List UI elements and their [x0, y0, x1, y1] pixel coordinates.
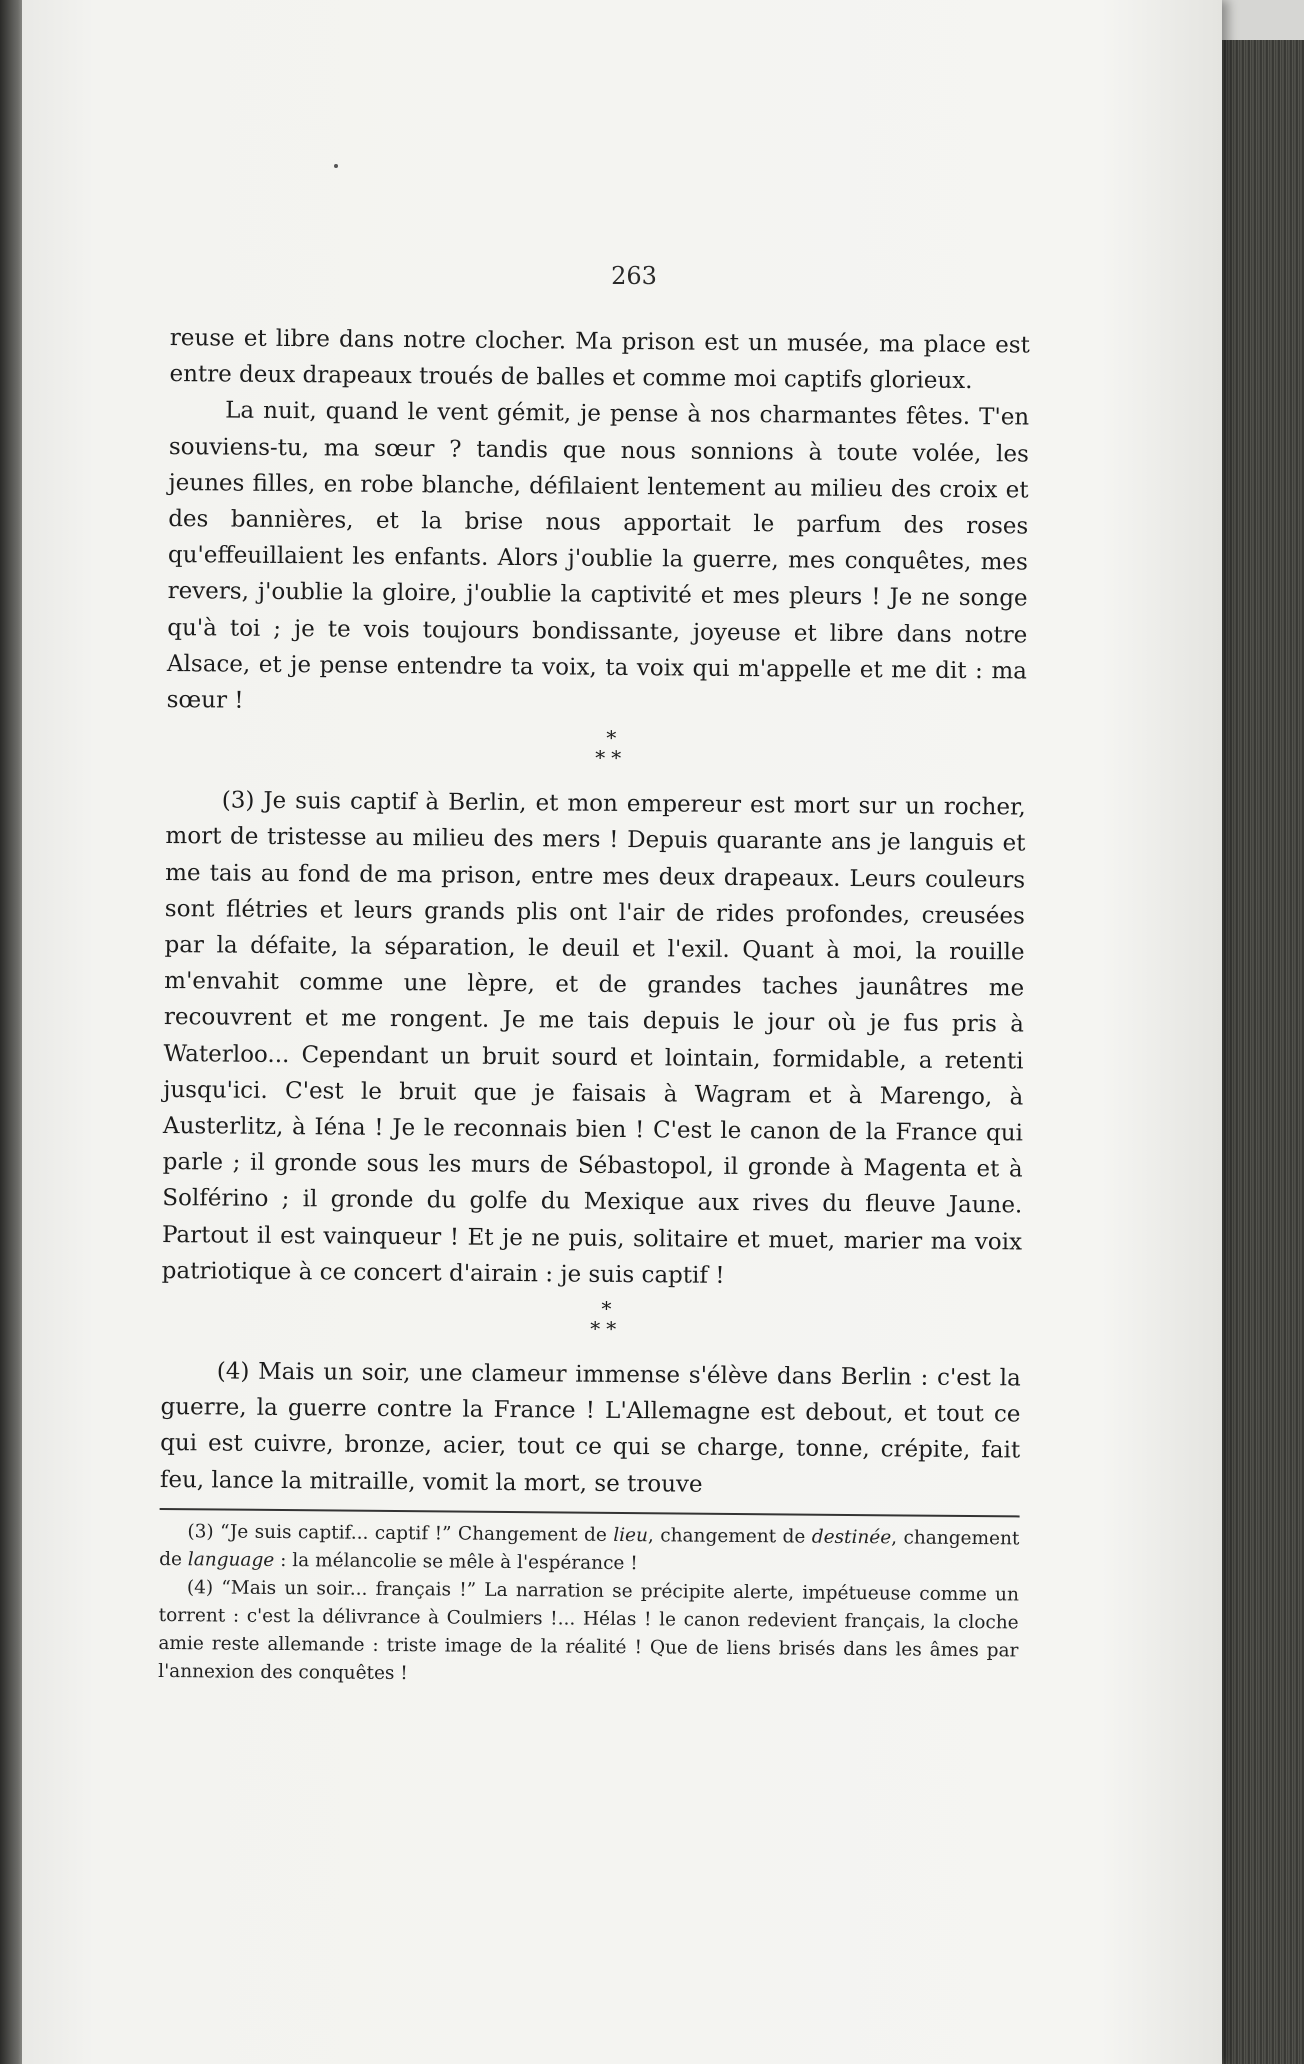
paragraph-4: (4) Mais un soir, une clameur immense s'élève dans Berlin : c'est la guerre, la guerre contre la France ! L'Allemagne est debout, et tout ce qui est cuivre, bronze, acier, tout ce qui se charge, tonne, crépite, fait feu, lance la mitraille, vomit la mort, se trouve [159, 1358, 1021, 1498]
footnote-3-part: , changement de [159, 1527, 1020, 1571]
footnote-3-italic: lieu [613, 1524, 649, 1547]
footnote-3-part: : la mélancolie se mêle à l'espérance ! [274, 1549, 638, 1575]
footnote-3 [159, 1518, 1019, 1582]
book-page-edges [1215, 40, 1304, 2064]
footnote-4: (4) “Mais un soir... français !” La narration se précipite alerte, impétueuse comme un torrent : c'est la délivrance à Coulmiers !... Hélas ! le canon redevient français, la cloche amie reste allemande : triste image de la réalité ! Que de liens brisés dans les âmes par l'annexion des conquêtes ! [158, 1577, 1019, 1685]
body-text [158, 320, 1030, 1693]
asterism-bottom: ** [595, 745, 628, 771]
footnote-3-part: (3) “Je suis captif... captif !” Changement de [187, 1521, 614, 1546]
footnote-3-italic: language [187, 1549, 275, 1571]
footnote-rule [160, 1508, 1020, 1518]
book-page [22, 0, 1222, 2064]
paragraph-2: La nuit, quand le vent gémit, je pense à nos charmantes fêtes. T'en souviens-tu, ma sœur ? tandis que nous sonnions à toute volée, les jeunes filles, en robe blanche, défilaient lentement au milieu des croix et des bannières, et la brise nous apportait le parfum des roses qu'effeuillaient les enfants. Alors j'oublie la guerre, mes conquêtes, mes revers, j'oublie la gloire, j'oublie la captivité et mes pleurs ! Je ne songe qu'à toi ; je te vois toujours bondissante, joyeuse et libre dans notre Alsace, et je pense entendre ta voix, ta voix qui m'appelle et me dit : ma sœur ! [166, 397, 1030, 714]
asterism-separator-1 [166, 724, 1026, 772]
page-number: 263 [611, 262, 657, 290]
asterism-top: * [606, 726, 617, 751]
asterism-top: * [601, 1296, 612, 1321]
asterism-separator-2 [161, 1295, 1021, 1343]
asterism-bottom: ** [590, 1316, 623, 1342]
paragraph-3: (3) Je suis captif à Berlin, et mon empereur est mort sur un rocher, mort de tristesse au milieu des mers ! Depuis quarante ans je languis et me tais au fond de ma prison, entre mes deux drapeaux. Leurs couleurs sont flétries et leurs grands plis ont l'air de rides profondes, creusées par la défaite, la séparation, le deuil et l'exil. Quant à moi, la rouille m'envahit comme une lèpre, et de grandes taches jaunâtres me recouvrent et me rongent. Je me tais depuis le jour où je fus pris à Waterloo... Cependant un bruit sourd et lointain, formidable, a retenti jusqu'ici. C'est le bruit que je faisais à Wagram et à Marengo, à Austerlitz, à Iéna ! Je le reconnais bien ! C'est le canon de la France qui parle ; il gronde sous les murs de Sébastopol, il gronde à Magenta et à Solférino ; il gronde du golfe du Mexique aux rives du fleuve Jaune. Partout il est vainqueur ! Et je ne puis, solitaire et muet, marier ma voix patriotique à ce concert d'airain : je suis captif ! [161, 787, 1026, 1289]
paper-speck [334, 164, 338, 168]
footnote-3-part: , changement de [647, 1525, 812, 1548]
paragraph-1: reuse et libre dans notre clocher. Ma prison est un musée, ma place est entre deux drapeaux troués de balles et comme moi captifs glorieux. [169, 324, 1030, 395]
footnote-3-italic: destinée [811, 1526, 892, 1549]
